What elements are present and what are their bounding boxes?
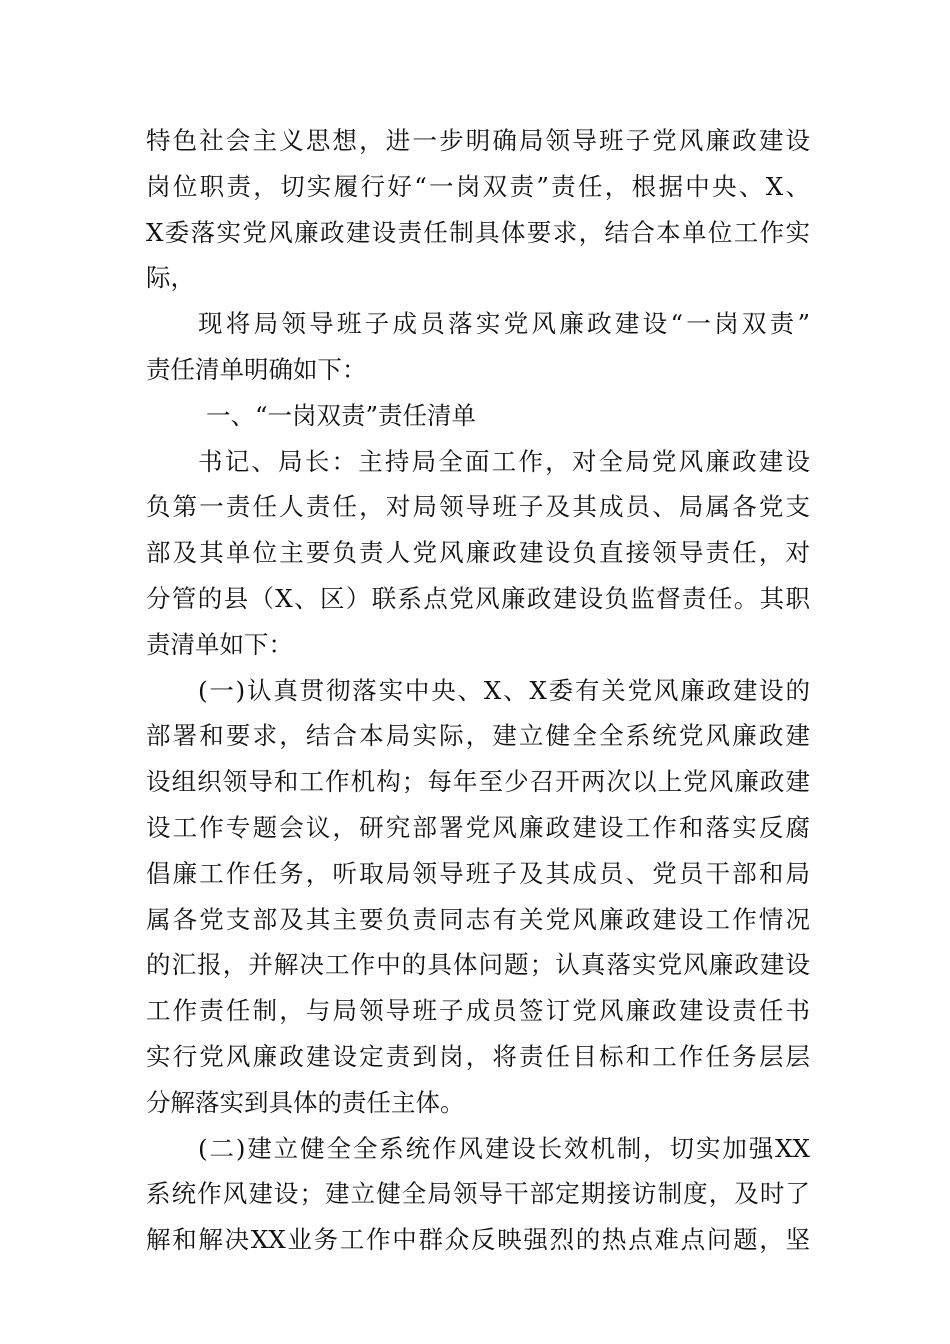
text-line: 工作责任制，与局领导班子成员签订党风廉政建设责任书 (146, 996, 810, 1026)
text-line: 设工作专题会议，研究部署党风廉政建设工作和落实反腐 (146, 812, 810, 842)
text-line: 际， (146, 263, 195, 293)
text-line: 分管的县（X、区）联系点党风廉政建设负监督责任。其职 (146, 583, 810, 613)
text-line: X委落实党风廉政建设责任制具体要求，结合本单位工作实 (146, 217, 810, 247)
text-line: 系统作风建设；建立健全局领导干部定期接访制度，及时了 (146, 1179, 810, 1209)
text-line: (二)建立健全全系统作风建设长效机制，切实加强XX (198, 1133, 810, 1163)
text-line: 解和解决XX业务工作中群众反映强烈的热点难点问题，坚 (146, 1225, 810, 1255)
text-line: 实行党风廉政建设定责到岗，将责任目标和工作任务层层 (146, 1041, 810, 1071)
text-line: 特色社会主义思想，进一步明确局领导班子党风廉政建设 (146, 126, 810, 155)
section-heading: 一、“一岗双责”责任清单 (206, 400, 477, 430)
text-line: 倡廉工作任务，听取局领导班子及其成员、党员干部和局 (146, 858, 810, 888)
text-line: 岗位职责，切实履行好“一岗双责”责任，根据中央、X、 (146, 171, 810, 201)
text-line: 负第一责任人责任，对局领导班子及其成员、局属各党支 (146, 492, 810, 522)
text-line: 责清单如下： (146, 629, 293, 659)
text-line: 部及其单位主要负责人党风廉政建设负直接领导责任，对 (146, 538, 810, 568)
text-line: 的汇报，并解决工作中的具体问题；认真落实党风廉政建设 (146, 950, 810, 980)
text-line: 部署和要求，结合本局实际，建立健全全系统党风廉政建 (146, 721, 810, 751)
text-line: 责任清单明确如下： (146, 354, 367, 384)
text-line: 设组织领导和工作机构；每年至少召开两次以上党风廉政建 (146, 767, 810, 797)
document-body (146, 118, 810, 1263)
text-line: 属各党支部及其主要负责同志有关党风廉政建设工作情况 (146, 904, 810, 934)
text-line: 分解落实到具体的责任主体。 (146, 1087, 465, 1117)
text-line: 书记、局长：主持局全面工作，对全局党风廉政建设 (198, 446, 810, 476)
text-line: (一)认真贯彻落实中央、X、X委有关党风廉政建设的 (198, 675, 810, 705)
text-line: 现将局领导班子成员落实党风廉政建设“一岗双责” (198, 309, 810, 339)
